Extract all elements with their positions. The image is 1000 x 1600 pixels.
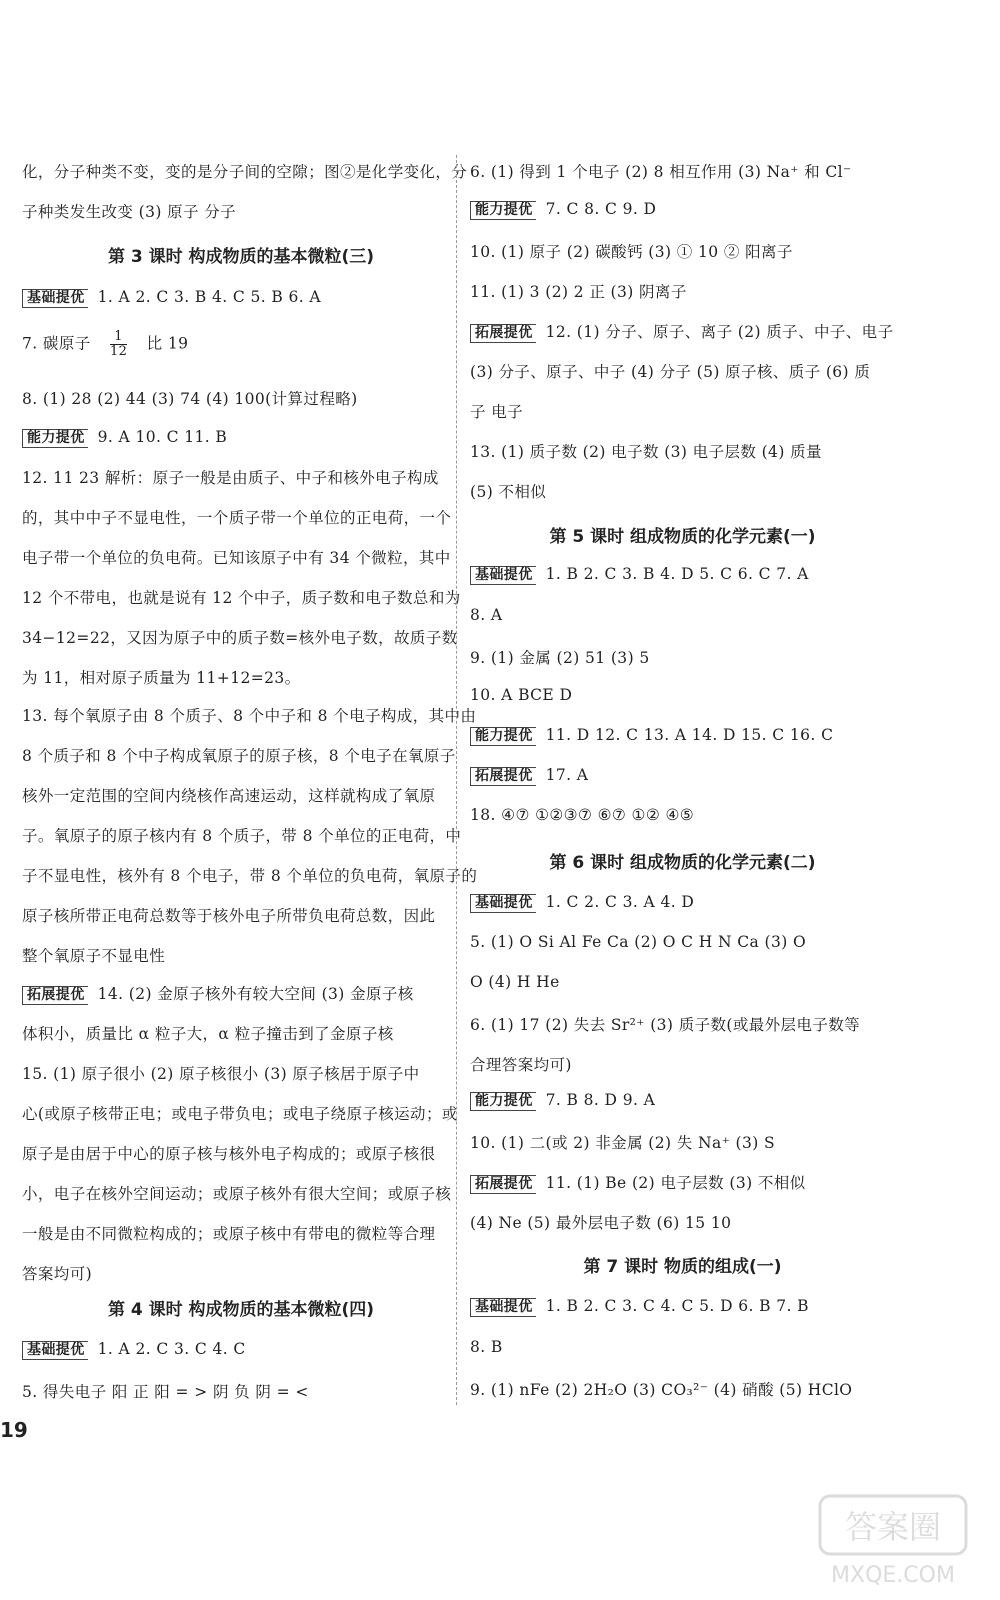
- answer-row: 拓展提优 11. (1) Be (2) 电子层数 (3) 不相似: [470, 1171, 806, 1194]
- text-line: 核外一定范围的空间内绕核作高速运动，这样就构成了氧原: [22, 787, 436, 805]
- answer-row: 基础提优 1. B 2. C 3. C 4. C 5. D 6. B 7. B: [470, 1297, 809, 1317]
- answer-row: 基础提优 1. A 2. C 3. B 4. C 5. B 6. A: [22, 288, 321, 308]
- text-line: 8. B: [470, 1338, 503, 1356]
- section-tag: 基础提优: [22, 289, 88, 308]
- watermark-logo: [818, 1492, 968, 1590]
- section-tag: 基础提优: [470, 1298, 536, 1317]
- answer-row: 基础提优 1. B 2. C 3. B 4. D 5. C 6. C 7. A: [470, 565, 809, 585]
- section-heading: 第 7 课时 物质的组成(一): [583, 1257, 782, 1277]
- page-number: 19: [0, 1418, 28, 1442]
- section-heading: 第 4 课时 构成物质的基本微粒(四): [107, 1300, 375, 1320]
- section-tag: 能力提优: [22, 429, 88, 448]
- text-line: 答案均可): [22, 1265, 93, 1283]
- text-line: 15. (1) 原子很小 (2) 原子核很小 (3) 原子核居于原子中: [22, 1065, 420, 1083]
- section-tag: 拓展提优: [470, 767, 536, 786]
- section-heading: 第 5 课时 组成物质的化学元素(一): [549, 527, 816, 547]
- answer-row: 拓展提优 17. A: [470, 766, 588, 786]
- text-line: 小，电子在核外空间运动；或原子核外有很大空间；或原子核: [22, 1185, 452, 1203]
- text-line: 为 11，相对原子质量为 11+12=23。: [22, 669, 301, 687]
- answer-row: 7. 碳原子 $\frac{1}{12}$ 比 19: [22, 329, 189, 359]
- text-line: 9. (1) nFe (2) 2H₂O (3) CO₃²⁻ (4) 硝酸 (5) HClO: [470, 1381, 853, 1399]
- section-heading: 第 3 课时 构成物质的基本微粒(三): [107, 247, 375, 267]
- text-line: 13. 每个氧原子由 8 个质子、8 个中子和 8 个电子构成，其中由: [22, 707, 477, 725]
- text-line: 子不显电性，核外有 8 个电子，带 8 个单位的负电荷，氧原子的: [22, 867, 478, 885]
- text-line: 8. A: [470, 606, 503, 624]
- text-line: 合理答案均可): [470, 1056, 572, 1074]
- section-tag: 基础提优: [470, 566, 536, 585]
- answer-row: 能力提优 11. D 12. C 13. A 14. D 15. C 16. C: [470, 726, 833, 746]
- text-line: 子。氧原子的原子核内有 8 个质子，带 8 个单位的正电荷，中: [22, 827, 462, 845]
- text-line: O (4) H He: [470, 973, 560, 991]
- text-line: 整个氧原子不显电性: [22, 947, 166, 965]
- section-tag: 能力提优: [470, 727, 536, 746]
- answer-row: 基础提优 1. A 2. C 3. C 4. C: [22, 1340, 246, 1360]
- text-line: 5. (1) O Si Al Fe Ca (2) O C H N Ca (3) O: [470, 933, 807, 951]
- column-divider: [456, 155, 457, 1405]
- text-line: 体积小，质量比 α 粒子大，α 粒子撞击到了金原子核: [22, 1025, 394, 1043]
- fraction: $\frac{1}{12}$: [109, 329, 128, 359]
- text-line: (4) Ne (5) 最外层电子数 (6) 15 10: [470, 1214, 732, 1232]
- text-line: 子 电子: [470, 403, 524, 421]
- svg-text:答案圈: 答案圈: [844, 1508, 942, 1546]
- text-line: 8. (1) 28 (2) 44 (3) 74 (4) 100(计算过程略): [22, 390, 358, 408]
- text-line: (3) 分子、原子、中子 (4) 分子 (5) 原子核、质子 (6) 质: [470, 363, 871, 381]
- section-tag: 能力提优: [470, 201, 536, 220]
- text-line: 原子是由居于中心的原子核与核外电子构成的；或原子核很: [22, 1145, 436, 1163]
- answer-row: 拓展提优 14. (2) 金原子核外有较大空间 (3) 金原子核: [22, 982, 414, 1005]
- text-line: 心(或原子核带正电；或电子带负电；或电子绕原子核运动；或: [22, 1105, 458, 1123]
- text-line: 化，分子种类不变，变的是分子间的空隙；图②是化学变化，分: [22, 163, 468, 181]
- section-tag: 能力提优: [470, 1092, 536, 1111]
- text-line: 34−12=22，又因为原子中的质子数=核外电子数，故质子数: [22, 629, 458, 647]
- text-line: 10. (1) 二(或 2) 非金属 (2) 失 Na⁺ (3) S: [470, 1134, 776, 1152]
- text-line: 的，其中中子不显电性，一个质子带一个单位的正电荷，一个: [22, 509, 452, 527]
- text-line: 12. 11 23 解析：原子一般是由质子、中子和核外电子构成: [22, 469, 439, 487]
- text-line: 18. ④⑦ ①②③⑦ ⑥⑦ ①② ④⑤: [470, 806, 695, 824]
- answer-row: 能力提优 7. B 8. D 9. A: [470, 1091, 655, 1111]
- text-line: 电子带一个单位的负电荷。已知该原子中有 34 个微粒，其中: [22, 549, 451, 567]
- text-line: 10. (1) 原子 (2) 碳酸钙 (3) ① 10 ② 阳离子: [470, 243, 793, 261]
- text-line: 5. 得失电子 阳 正 阳 = > 阴 负 阴 = <: [22, 1383, 309, 1401]
- text-line: 9. (1) 金属 (2) 51 (3) 5: [470, 649, 650, 667]
- text-line: 6. (1) 17 (2) 失去 Sr²⁺ (3) 质子数(或最外层电子数等: [470, 1016, 861, 1034]
- section-tag: 基础提优: [470, 894, 536, 913]
- svg-text:MXQE.COM: MXQE.COM: [831, 1563, 955, 1588]
- text-line: 6. (1) 得到 1 个电子 (2) 8 相互作用 (3) Na⁺ 和 Cl⁻: [470, 163, 852, 181]
- text-line: 12 个不带电，也就是说有 12 个中子，质子数和电子数总和为: [22, 589, 461, 607]
- section-tag: 拓展提优: [22, 986, 88, 1005]
- text-line: 原子核所带正电荷总数等于核外电子所带负电荷总数，因此: [22, 907, 436, 925]
- section-heading: 第 6 课时 组成物质的化学元素(二): [549, 853, 816, 873]
- text-line: 11. (1) 3 (2) 2 正 (3) 阴离子: [470, 283, 687, 301]
- text-line: 一般是由不同微粒构成的；或原子核中有带电的微粒等合理: [22, 1225, 436, 1243]
- section-tag: 拓展提优: [470, 324, 536, 343]
- answer-row: 基础提优 1. C 2. C 3. A 4. D: [470, 893, 694, 913]
- text-line: (5) 不相似: [470, 483, 547, 501]
- section-tag: 基础提优: [22, 1341, 88, 1360]
- answer-row: 能力提优 9. A 10. C 11. B: [22, 428, 227, 448]
- text-line: 子种类发生改变 (3) 原子 分子: [22, 203, 237, 221]
- section-tag: 拓展提优: [470, 1175, 536, 1194]
- text-line: 8 个质子和 8 个中子构成氧原子的原子核，8 个电子在氧原子: [22, 747, 456, 765]
- text-line: 10. A BCE D: [470, 686, 573, 704]
- answer-row: 拓展提优 12. (1) 分子、原子、离子 (2) 质子、中子、电子: [470, 320, 893, 343]
- text-line: 13. (1) 质子数 (2) 电子数 (3) 电子层数 (4) 质量: [470, 443, 822, 461]
- answer-row: 能力提优 7. C 8. C 9. D: [470, 200, 656, 220]
